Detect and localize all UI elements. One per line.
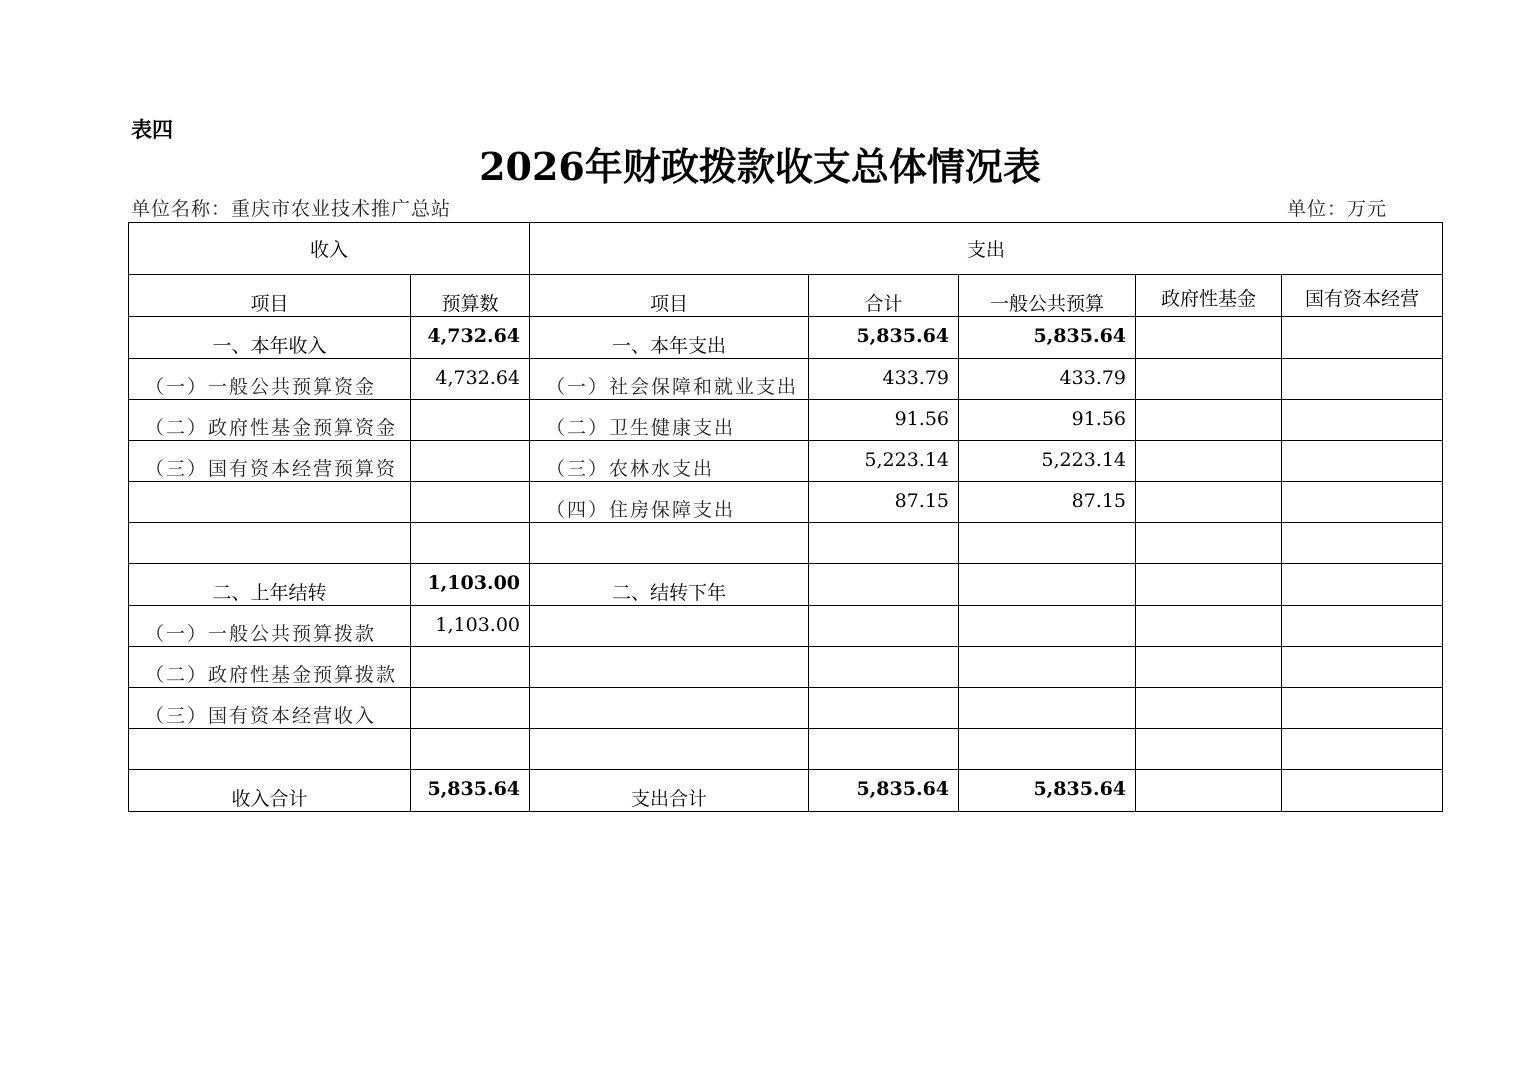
income-budget-header-text: 预算数 xyxy=(441,293,499,315)
expense-item-cell xyxy=(530,400,809,441)
table-row xyxy=(129,523,1443,564)
header-row-columns xyxy=(129,275,1443,317)
income-budget-header xyxy=(411,275,530,317)
state-capital-cell xyxy=(1282,606,1443,647)
expense-item-cell xyxy=(530,482,809,523)
expense-total-cell xyxy=(809,400,959,441)
expense-total-cell xyxy=(809,523,959,564)
table-row xyxy=(129,564,1443,606)
table-row xyxy=(129,606,1443,647)
general-budget-cell xyxy=(959,359,1136,400)
income-amount-cell xyxy=(411,564,530,606)
gov-fund-header xyxy=(1136,275,1282,317)
unit-name-label: 单位名称：重庆市农业技术推广总站 xyxy=(131,198,452,220)
income-item-cell xyxy=(129,359,411,400)
table-number-label: 表四 xyxy=(131,118,173,142)
expense-total-cell-text: 5,835.64 xyxy=(856,325,950,347)
expense-item-cell xyxy=(530,441,809,482)
income-item-cell xyxy=(129,688,411,729)
state-capital-cell xyxy=(1282,359,1443,400)
expense-total-cell-text: 87.15 xyxy=(894,490,950,512)
income-amount-cell xyxy=(411,441,530,482)
state-capital-cell xyxy=(1282,482,1443,523)
gov-fund-cell xyxy=(1136,482,1282,523)
income-item-cell-text: 收入合计 xyxy=(231,788,308,810)
income-amount-cell xyxy=(411,400,530,441)
general-budget-cell xyxy=(959,482,1136,523)
expense-total-cell xyxy=(809,770,959,812)
income-item-cell xyxy=(129,400,411,441)
income-item-cell xyxy=(129,523,411,564)
expense-item-cell xyxy=(530,606,809,647)
expense-item-header-text: 项目 xyxy=(650,293,689,315)
income-item-cell-text: （三）国有资本经营预算资 xyxy=(145,457,398,480)
income-item-cell-text: （一）一般公共预算资金 xyxy=(145,375,377,398)
expense-item-cell-text: （一）社会保障和就业支出 xyxy=(546,375,799,398)
expense-item-cell xyxy=(530,359,809,400)
expense-total-cell xyxy=(809,359,959,400)
gov-fund-cell xyxy=(1136,400,1282,441)
income-item-cell xyxy=(129,441,411,482)
general-budget-cell xyxy=(959,400,1136,441)
table-row xyxy=(129,359,1443,400)
table-row xyxy=(129,317,1443,359)
income-item-header-text: 项目 xyxy=(250,293,289,315)
general-budget-cell-text: 5,835.64 xyxy=(1033,325,1127,347)
expense-item-cell-text: （四）住房保障支出 xyxy=(546,498,736,521)
expense-item-cell xyxy=(530,647,809,688)
currency-unit-label: 单位：万元 xyxy=(1287,198,1388,220)
state-capital-cell xyxy=(1282,441,1443,482)
general-budget-cell xyxy=(959,647,1136,688)
general-budget-cell xyxy=(959,770,1136,812)
income-item-header xyxy=(129,275,411,317)
general-budget-cell xyxy=(959,606,1136,647)
table-row xyxy=(129,400,1443,441)
expense-total-cell-text: 433.79 xyxy=(882,367,950,389)
income-amount-cell xyxy=(411,359,530,400)
general-budget-cell xyxy=(959,729,1136,770)
income-amount-cell xyxy=(411,606,530,647)
total-header-text: 合计 xyxy=(864,293,903,315)
expense-item-cell-text: 一、本年支出 xyxy=(612,335,727,357)
general-budget-cell xyxy=(959,317,1136,359)
table-row xyxy=(129,729,1443,770)
state-capital-header xyxy=(1282,275,1443,317)
expense-item-cell xyxy=(530,564,809,606)
income-item-cell-text: 一、本年收入 xyxy=(212,335,327,357)
income-amount-cell xyxy=(411,482,530,523)
state-capital-cell xyxy=(1282,647,1443,688)
table-row xyxy=(129,482,1443,523)
expense-total-cell-text: 91.56 xyxy=(894,408,950,430)
gov-fund-cell xyxy=(1136,359,1282,400)
income-amount-cell xyxy=(411,688,530,729)
state-capital-cell xyxy=(1282,523,1443,564)
expense-total-cell xyxy=(809,729,959,770)
gov-fund-cell xyxy=(1136,441,1282,482)
general-budget-cell xyxy=(959,523,1136,564)
expense-header: 支出 xyxy=(530,223,1443,275)
income-amount-cell xyxy=(411,317,530,359)
income-amount-cell xyxy=(411,770,530,812)
income-amount-cell-text: 1,103.00 xyxy=(435,614,521,636)
expense-total-cell-text: 5,223.14 xyxy=(864,449,950,471)
income-item-cell xyxy=(129,482,411,523)
expense-item-cell xyxy=(530,317,809,359)
income-item-cell-text: （三）国有资本经营收入 xyxy=(145,704,377,727)
expense-item-cell xyxy=(530,729,809,770)
gov-fund-cell xyxy=(1136,729,1282,770)
gov-fund-cell xyxy=(1136,606,1282,647)
expense-total-cell xyxy=(809,482,959,523)
expense-item-cell-text: （三）农林水支出 xyxy=(546,457,715,480)
income-amount-cell xyxy=(411,523,530,564)
general-budget-cell-text: 5,223.14 xyxy=(1041,449,1127,471)
general-budget-cell-text: 87.15 xyxy=(1071,490,1127,512)
expense-total-cell xyxy=(809,647,959,688)
income-item-cell xyxy=(129,729,411,770)
state-capital-cell xyxy=(1282,770,1443,812)
expense-total-cell xyxy=(809,441,959,482)
expense-total-cell xyxy=(809,564,959,606)
income-item-cell-text: （一）一般公共预算拨款 xyxy=(145,622,377,645)
general-budget-cell xyxy=(959,688,1136,729)
general-budget-cell xyxy=(959,441,1136,482)
income-amount-cell-text: 4,732.64 xyxy=(427,325,521,347)
income-header: 收入 xyxy=(129,223,530,275)
gov-fund-header-text: 政府性基金 xyxy=(1161,288,1257,310)
expense-item-cell-text: 二、结转下年 xyxy=(612,582,727,604)
income-item-cell xyxy=(129,564,411,606)
table-body xyxy=(129,317,1443,812)
budget-summary-table xyxy=(128,222,1443,812)
table-row xyxy=(129,647,1443,688)
income-amount-cell xyxy=(411,729,530,770)
header-row-groups xyxy=(129,223,1443,275)
general-budget-header xyxy=(959,275,1136,317)
state-capital-cell xyxy=(1282,688,1443,729)
table-row xyxy=(129,688,1443,729)
income-amount-cell-text: 4,732.64 xyxy=(435,367,521,389)
table-row xyxy=(129,441,1443,482)
total-header xyxy=(809,275,959,317)
gov-fund-cell xyxy=(1136,770,1282,812)
document-title: 2026年财政拨款收支总体情况表 xyxy=(479,144,1041,189)
income-item-cell-text: （二）政府性基金预算资金 xyxy=(145,416,398,439)
general-budget-cell-text: 5,835.64 xyxy=(1033,778,1127,800)
income-amount-cell xyxy=(411,647,530,688)
expense-total-cell-text: 5,835.64 xyxy=(856,778,950,800)
expense-item-cell xyxy=(530,688,809,729)
income-item-cell xyxy=(129,647,411,688)
general-budget-cell-text: 433.79 xyxy=(1059,367,1127,389)
income-item-cell-text: 二、上年结转 xyxy=(212,582,327,604)
gov-fund-cell xyxy=(1136,564,1282,606)
expense-item-cell xyxy=(530,770,809,812)
gov-fund-cell xyxy=(1136,523,1282,564)
gov-fund-cell xyxy=(1136,647,1282,688)
table-row xyxy=(129,770,1443,812)
expense-item-cell xyxy=(530,523,809,564)
state-capital-cell xyxy=(1282,400,1443,441)
general-budget-cell xyxy=(959,564,1136,606)
income-item-cell xyxy=(129,606,411,647)
income-amount-cell-text: 5,835.64 xyxy=(427,778,521,800)
state-capital-cell xyxy=(1282,564,1443,606)
general-budget-cell-text: 91.56 xyxy=(1071,408,1127,430)
income-amount-cell-text: 1,103.00 xyxy=(427,572,521,594)
state-capital-cell xyxy=(1282,317,1443,359)
expense-item-header xyxy=(530,275,809,317)
state-capital-cell xyxy=(1282,729,1443,770)
gov-fund-cell xyxy=(1136,688,1282,729)
income-item-cell xyxy=(129,770,411,812)
gov-fund-cell xyxy=(1136,317,1282,359)
expense-item-cell-text: 支出合计 xyxy=(631,788,708,810)
expense-item-cell-text: （二）卫生健康支出 xyxy=(546,416,736,439)
expense-total-cell xyxy=(809,688,959,729)
general-budget-header-text: 一般公共预算 xyxy=(990,293,1105,315)
expense-total-cell xyxy=(809,606,959,647)
income-item-cell xyxy=(129,317,411,359)
expense-total-cell xyxy=(809,317,959,359)
state-capital-header-text: 国有资本经营 xyxy=(1305,288,1420,310)
income-item-cell-text: （二）政府性基金预算拨款 xyxy=(145,663,398,686)
